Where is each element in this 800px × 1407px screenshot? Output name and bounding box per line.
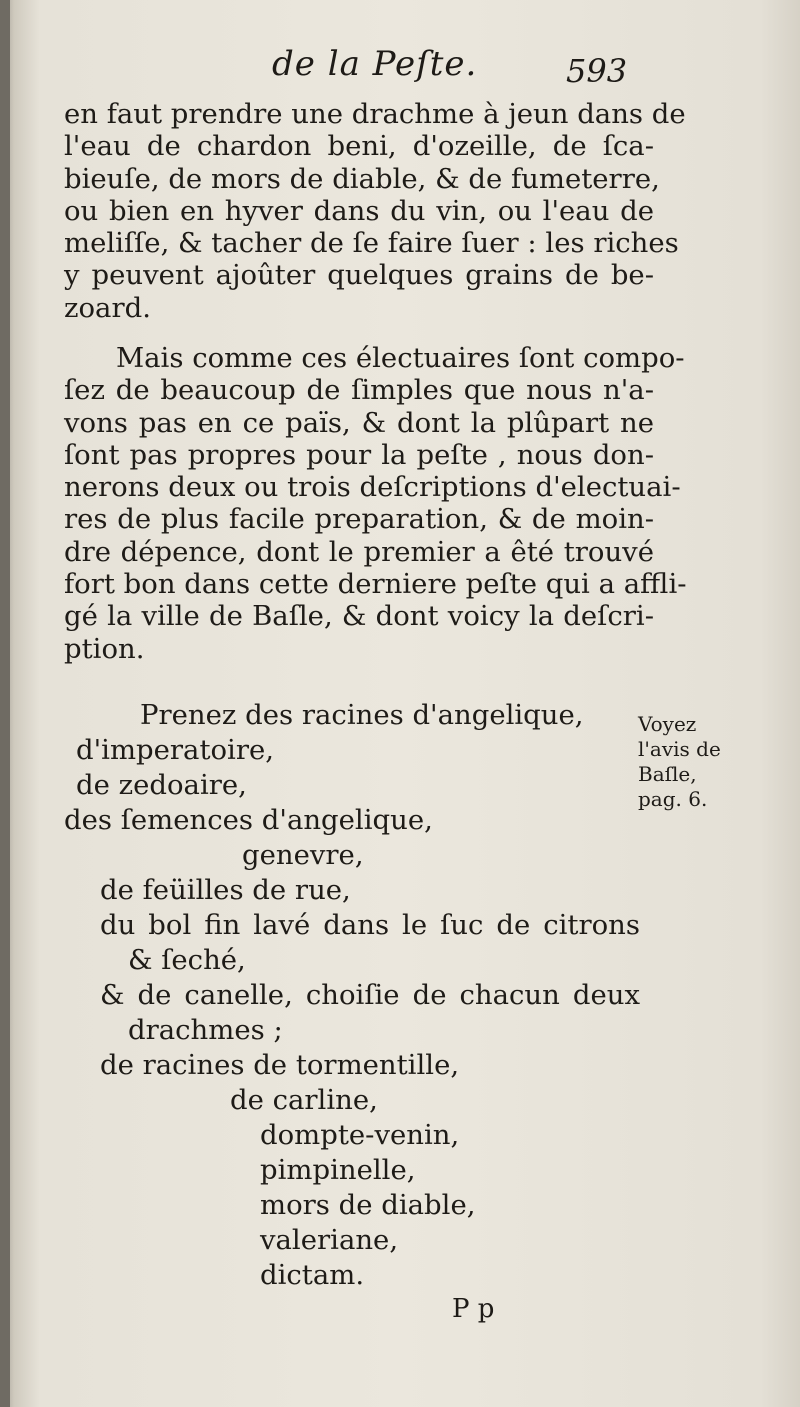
recipe-line: & de canelle, choiſie de chacun deux xyxy=(100,979,640,1011)
recipe-line: de racines de tormentille, xyxy=(100,1049,460,1081)
text-line: dre dépence, dont le premier a êté trouvé xyxy=(64,535,654,568)
signature-mark: P p xyxy=(452,1294,495,1324)
text-line: gé la ville de Baſle, & dont voicy la deſcri- xyxy=(64,600,654,633)
text-line: ſez de beaucoup de ſimples que nous n'a- xyxy=(64,374,654,407)
recipe-line: & ſeché, xyxy=(128,944,246,976)
text-line: ſont pas propres pour la peſte , nous don- xyxy=(64,438,654,471)
recipe-line: valeriane, xyxy=(260,1224,399,1256)
recipe-line: d'imperatoire, xyxy=(76,734,275,766)
text-line: meliſſe, & tacher de ſe faire ſuer : les riches xyxy=(64,227,679,260)
text-line: bieuſe, de mors de diable, & de fumeterre, xyxy=(64,162,660,195)
text-line: y peuvent ajoûter quelques grains de be- xyxy=(64,259,654,292)
margin-note-line: Baſle, xyxy=(638,762,697,786)
paragraph-2 xyxy=(64,342,687,665)
recipe-line: du bol fin lavé dans le ſuc de citrons xyxy=(100,909,640,941)
recipe-line: dompte-venin, xyxy=(260,1119,460,1151)
text-line: Mais comme ces électuaires ſont compo- xyxy=(116,342,685,374)
margin-note xyxy=(638,712,721,812)
recipe-line: de feüilles de rue, xyxy=(100,874,351,906)
text-line: nerons deux ou trois deſcriptions d'electuai- xyxy=(64,471,681,504)
recipe-line: de carline, xyxy=(230,1084,378,1116)
margin-note-line: Voyez xyxy=(638,712,697,736)
text-line: vons pas en ce païs, & dont la plûpart ne xyxy=(64,406,654,439)
text-line: l'eau de chardon beni, d'ozeille, de ſca- xyxy=(64,130,654,163)
text-line: fort bon dans cette derniere peſte qui a affli- xyxy=(64,568,687,601)
page-number: 593 xyxy=(566,52,628,90)
text-line: res de plus facile preparation, & de moin- xyxy=(64,503,654,536)
recipe-line: pimpinelle, xyxy=(260,1154,416,1186)
margin-note-line: pag. 6. xyxy=(638,787,708,811)
recipe-line: mors de diable, xyxy=(260,1189,476,1221)
text-line: zoard. xyxy=(64,291,151,324)
recipe-line: des ſemences d'angelique, xyxy=(64,804,433,836)
recipe-line: Prenez des racines d'angelique, xyxy=(140,699,584,731)
recipe-line: de zedoaire, xyxy=(76,769,247,801)
running-head-title: de la Peſte. xyxy=(272,44,478,84)
paragraph-1 xyxy=(64,98,686,324)
recipe-line: drachmes ; xyxy=(128,1014,283,1046)
recipe-line: genevre, xyxy=(242,839,364,871)
margin-note-line: l'avis de xyxy=(638,737,721,761)
text-line: ou bien en hyver dans du vin, ou l'eau de xyxy=(64,194,654,227)
text-line: ption. xyxy=(64,632,145,665)
text-line: en faut prendre une drachme à jeun dans de xyxy=(64,98,686,130)
page-spine-shadow xyxy=(0,0,10,1407)
recipe-line: dictam. xyxy=(260,1259,365,1291)
